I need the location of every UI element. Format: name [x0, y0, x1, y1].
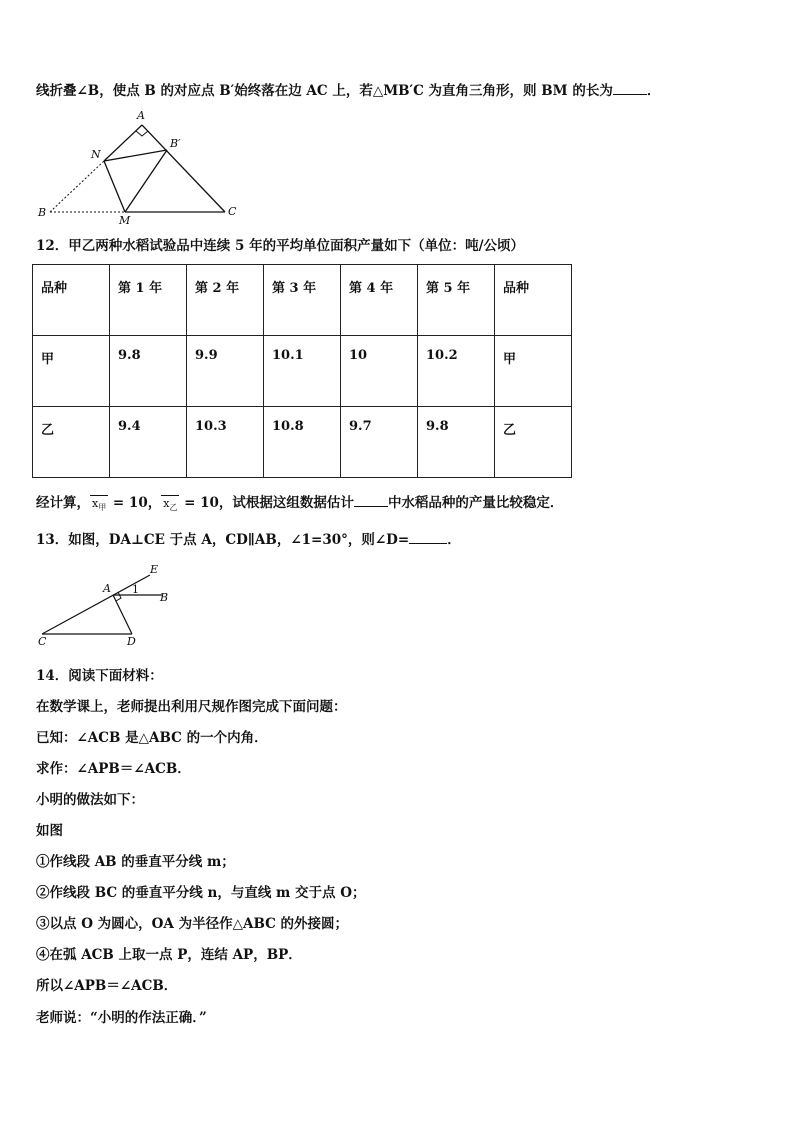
- table-header-row: [33, 265, 572, 336]
- xbar-yi-symbol: x: [163, 497, 170, 510]
- q12-title: 12．甲乙两种水稻试验品中连续 5 年的平均单位面积产量如下（单位：吨/公顷）: [36, 238, 525, 254]
- table-header-cell: 第 1 年: [110, 265, 187, 336]
- q11-answer-blank[interactable]: [613, 82, 647, 95]
- q11-label-m: M: [119, 214, 131, 227]
- q13-label-c: C: [38, 635, 47, 648]
- q14-line5: 小明的做法如下：: [36, 792, 144, 808]
- table-cell: 10: [341, 336, 418, 407]
- q11-label-a: A: [137, 109, 145, 122]
- q11-label-b: B: [38, 206, 47, 219]
- q13-label-d: D: [127, 635, 136, 648]
- table-row: [33, 336, 572, 407]
- table-cell: 9.9: [187, 336, 264, 407]
- q14-line12: 老师说：“小明的作法正确．”: [36, 1010, 207, 1026]
- q14-line6: 如图: [36, 823, 63, 839]
- q13-label-a: A: [103, 582, 111, 595]
- q11-text: [36, 82, 660, 100]
- xbar-jia-symbol: x: [92, 497, 99, 510]
- q13-text: [36, 531, 461, 549]
- xbar-yi-subscript: 乙: [169, 503, 178, 513]
- xbar-jia: [90, 495, 108, 517]
- table-cell: 9.8: [418, 407, 495, 478]
- table-header-cell: 第 3 年: [264, 265, 341, 336]
- table-row: [33, 407, 572, 478]
- table-header-cell: 第 4 年: [341, 265, 418, 336]
- q14-line4: 求作：∠APB＝∠ACB．: [36, 761, 191, 777]
- q13-label-e: E: [150, 563, 159, 576]
- table-header-cell: 第 5 年: [418, 265, 495, 336]
- q12-yield-table: [32, 264, 572, 478]
- q11-label-n: N: [91, 148, 101, 161]
- table-header-cell: 品种: [495, 265, 572, 336]
- table-cell: 10.1: [264, 336, 341, 407]
- q14-line9: ③以点 O 为圆心，OA 为半径作△ABC 的外接圆；: [36, 916, 349, 932]
- table-cell: 甲: [495, 336, 572, 407]
- q13-line-ad: [113, 595, 132, 634]
- table-cell: 10.2: [418, 336, 495, 407]
- q11-right-angle-mark: [136, 131, 148, 136]
- q12-answer-blank[interactable]: [354, 494, 388, 507]
- q14-line11: 所以∠APB＝∠ACB．: [36, 978, 178, 994]
- q11-label-c: C: [228, 205, 237, 218]
- q11-label-bprime: B′: [170, 137, 181, 150]
- table-cell: 9.8: [110, 336, 187, 407]
- q13-text-main: 13．如图，DA⊥CE 于点 A，CD∥AB，∠1=30°，则∠D=: [36, 532, 410, 548]
- table-cell: 乙: [495, 407, 572, 478]
- table-cell: 9.4: [110, 407, 187, 478]
- q11-fold-nm: [104, 161, 125, 212]
- q13-text-end: ．: [447, 532, 461, 548]
- q11-seg-mbp: [125, 150, 167, 212]
- table-cell: 乙: [33, 407, 110, 478]
- table-cell: 9.7: [341, 407, 418, 478]
- q12-eq-jia: = 10，: [108, 495, 162, 511]
- table-cell: 10.3: [187, 407, 264, 478]
- q11-text-main: 线折叠∠B，使点 B 的对应点 B′始终落在边 AC 上，若△MB′C 为直角三角形，则 BM 的长为: [36, 83, 613, 99]
- xbar-yi: [161, 495, 179, 517]
- q13-figure: [30, 560, 180, 650]
- q12-eq-yi: = 10，试根据这组数据估计: [179, 495, 354, 511]
- q14-line10: ④在弧 ACB 上取一点 P，连结 AP，BP．: [36, 947, 302, 963]
- q11-text-end: ．: [646, 83, 661, 99]
- q14-line3: 已知：∠ACB 是△ABC 的一个内角．: [36, 730, 268, 746]
- q13-answer-blank[interactable]: [409, 531, 447, 544]
- table-header-cell: 第 2 年: [187, 265, 264, 336]
- q13-label-1: 1: [132, 583, 139, 596]
- q11-figure: [30, 108, 250, 228]
- q14-line7: ①作线段 AB 的垂直平分线 m；: [36, 854, 235, 870]
- table-cell: 10.8: [264, 407, 341, 478]
- q11-side-ba-hidden: [50, 161, 104, 212]
- q12-conclusion-end: 中水稻品种的产量比较稳定．: [387, 495, 564, 511]
- q12-conclusion: [36, 494, 563, 517]
- q14-line1: 14．阅读下面材料：: [36, 668, 163, 684]
- table-cell: 甲: [33, 336, 110, 407]
- q13-label-b: B: [160, 591, 169, 604]
- q12-conclusion-start: 经计算，: [36, 495, 90, 511]
- q14-line2: 在数学课上，老师提出利用尺规作图完成下面问题：: [36, 699, 347, 715]
- table-header-cell: 品种: [33, 265, 110, 336]
- xbar-jia-subscript: 甲: [98, 503, 107, 513]
- q14-line8: ②作线段 BC 的垂直平分线 n，与直线 m 交于点 O；: [36, 885, 366, 901]
